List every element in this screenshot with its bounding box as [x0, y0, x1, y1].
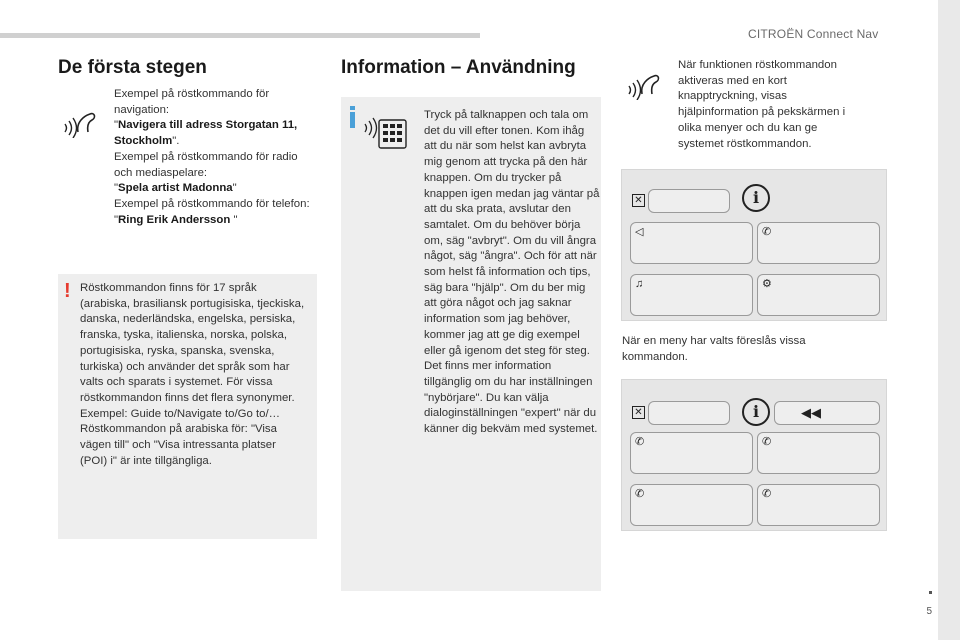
screen-button-phone [757, 222, 880, 264]
example-phone-command: "Ring Erik Andersson " [114, 213, 238, 226]
warning-icon: ! [64, 280, 71, 302]
screen-button-navigation [630, 222, 753, 264]
screen-button-phone-d [757, 484, 880, 526]
header-title: CITROËN Connect Nav [748, 27, 879, 41]
info-circle-icon: i [742, 184, 770, 212]
screen-button-settings [757, 274, 880, 316]
phone-icon-d: ✆ [762, 488, 772, 500]
voice-keypad-icon [362, 110, 408, 150]
example-nav-command: "Navigera till adress Storgatan 11, Stockholm". [114, 119, 298, 148]
close-icon: ✕ [632, 194, 645, 207]
phone-icon-c: ✆ [635, 488, 645, 500]
phone-icon: ✆ [762, 226, 772, 238]
info-text: Tryck på talknappen och tala om det du vill efter tonen. Kom ihåg att du när som helst kan avbryta mig genom att trycka på den här knappen. Om du trycker på knappen igen medan jag väntar på att du ska prata, avslutar den samtalet. Om du behöver börja om, säg "avbryt". Om du vill ångra något, säg "ångra". Och för att när som helst få information och tips, säg bara "hjälp". Om du ber mig att göra något och jag saknar information som jag behöver, kommer jag att ge dig exempel eller gå igenom det steg för steg. Det finns mer information tillgänglig om du har inställningen "nybörjare". Du kan välja dialoginställningen "expert" när du känner dig bekväm med systemet. [424, 109, 600, 436]
screen-button-phone-a [630, 432, 753, 474]
help-screen-main [621, 169, 887, 321]
close-icon-2: ✕ [632, 406, 645, 419]
left-heading: De första stegen [58, 57, 207, 78]
gear-icon: ⚙ [762, 278, 772, 290]
navigation-icon: ◁ [635, 226, 644, 238]
page-edge-strip [938, 0, 960, 640]
screen-button-phone-b [757, 432, 880, 474]
screen-button-top-2 [648, 401, 730, 425]
phone-icon-a: ✆ [635, 436, 645, 448]
info-icon [349, 106, 357, 128]
left-examples [114, 87, 314, 228]
middle-heading: Information – Användning [341, 57, 576, 78]
continuation-mark [929, 591, 932, 594]
page-number: 5 [926, 606, 932, 617]
help-screen-menu [621, 379, 887, 531]
example-radio-command-text: Spela artist Madonna [118, 182, 233, 195]
right-caption: När en meny har valts föreslås vissa kommandon. [622, 335, 806, 363]
phone-icon-b: ✆ [762, 436, 772, 448]
example-nav-label: Exempel på röstkommando för navigation: [114, 88, 270, 116]
example-radio-command: "Spela artist Madonna" [114, 182, 237, 195]
screen-button-phone-c [630, 484, 753, 526]
music-note-icon: ♫ [635, 278, 644, 290]
example-phone-label: Exempel på röstkommando för telefon: [114, 197, 310, 210]
warning-text: Röstkommandon finns för 17 språk (arabiska, brasiliansk portugisiska, tjeckiska, danska, nederländska, engelska, persiska, franska, tyska, italienska, norska, polska, portugisiska, ryska, spanska, svenska, turkiska) och använder det språk som har valts och sparats i systemet. För vissa röstkommandon finns det flera synonymer. Exempel: Guide to/Navigate to/Go to/… Röstkommandon på arabiska för: "Visa vägen till" och "Visa intressanta platser (POI) i" är inte tillgängliga. [80, 282, 305, 467]
example-radio-label: Exempel på röstkommando för radio och mediaspelare: [114, 150, 298, 179]
rewind-icon: ◀◀ [801, 405, 821, 420]
right-intro-text: När funktionen röstkommandon aktiveras med en kort knapptryckning, visas hjälpinformation på pekskärmen i olika menyer och du kan ge systemet röstkommandon. [678, 59, 846, 150]
screen-button-media [630, 274, 753, 316]
voice-command-icon [62, 106, 98, 138]
screen-button-top [648, 189, 730, 213]
voice-command-icon-right [626, 68, 662, 100]
example-nav-command-text: Navigera till adress Storgatan 11, Stockholm [114, 119, 298, 148]
header-bar [0, 33, 480, 38]
example-phone-command-text: Ring Erik Andersson [118, 213, 231, 226]
screen-button-back [774, 401, 880, 425]
info-circle-icon-2: i [742, 398, 770, 426]
